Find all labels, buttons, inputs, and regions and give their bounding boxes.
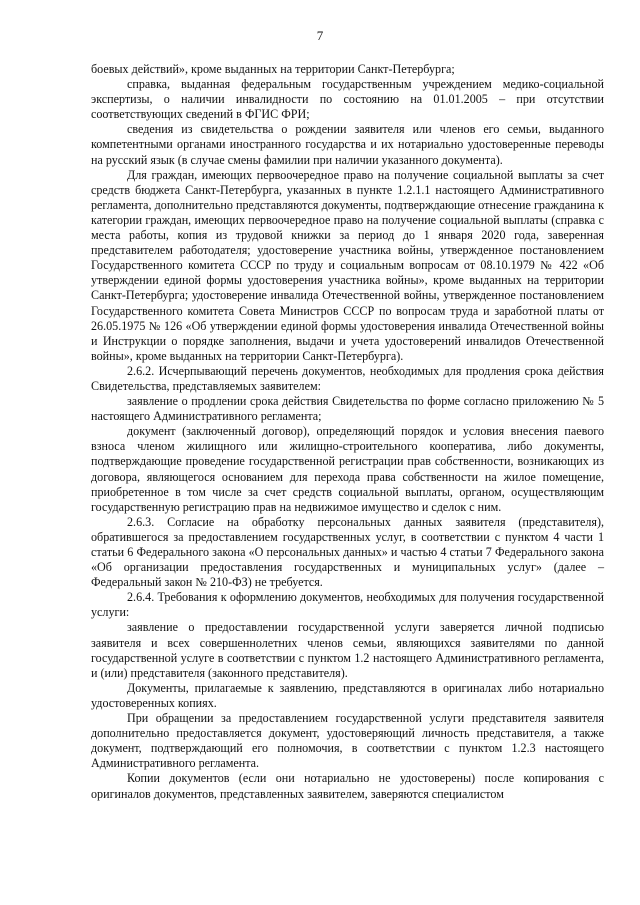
paragraph: документ (заключенный договор), определяющий порядок и условия внесения паевого взноса членом жилищного или жилищно-строительного кооператива, либо документы, подтверждающие проведение государственной регистрации прав собственности, возникающих из договора, являющегося основанием для перехода права собственности на жилое помещение, приобретенное в том числе за счет средств социальной выплаты, органом, осуществляющим государственную регистрацию прав на недвижимое имущество и сделок с ним. — [91, 424, 604, 514]
paragraph: Копии документов (если они нотариально не удостоверены) после копирования с оригиналов документов, представленных заявителем, заверяются специалистом — [91, 771, 604, 801]
paragraph: справка, выданная федеральным государственным учреждением медико-социальной экспертизы, о наличии инвалидности по состоянию на 01.01.2005 – при отсутствии соответствующих сведений в ФГИС ФРИ; — [91, 77, 604, 122]
document-body — [91, 62, 604, 802]
paragraph: Документы, прилагаемые к заявлению, представляются в оригиналах либо нотариально удостоверенных копиях. — [91, 680, 604, 710]
paragraph: заявление о продлении срока действия Свидетельства по форме согласно приложению № 5 настоящего Административного регламента; — [91, 394, 604, 424]
paragraph: При обращении за предоставлением государственной услуги представителя заявителя дополнительно предоставляется документ, удостоверяющий личность представителя, а также документ, подтверждающий его полномочия, в соответствии с пунктом 1.2.3 настоящего Административного регламента. — [91, 711, 604, 771]
paragraph: сведения из свидетельства о рождении заявителя или членов его семьи, выданного компетентными органами иностранного государства и их нотариально удостоверенные переводы на русский язык (в случае смены фамилии при наличии указанного документа). — [91, 122, 604, 167]
paragraph: боевых действий», кроме выданных на территории Санкт-Петербурга; — [91, 62, 455, 76]
paragraph: заявление о предоставлении государственной услуги заверяется личной подписью заявителя и всех совершеннолетних членов семьи, являющихся заявителями по данной государственной услуге в соответствии с пунктом 1.2 настоящего Административного регламента, и (или) представителя (законного представителя). — [91, 620, 604, 680]
paragraph: Для граждан, имеющих первоочередное право на получение социальной выплаты за счет средств бюджета Санкт-Петербурга, указанных в пункте 1.2.1.1 настоящего Административного регламента, дополнительно представляются документы, подтверждающие отнесение гражданина к категории граждан, имеющих первоочередное право на получение социальной выплаты (справка с места работы, копия из трудовой книжки за период до 1 января 2020 года, заверенная представителем работодателя; удостоверение участника войны, утвержденное постановлением Государственного комитета СССР по труду и социальным вопросам от 08.10.1979 № 422 «Об утверждении единой формы удостоверения участника войны», кроме выданных на территории Санкт-Петербурга; удостоверение инвалида Отечественной войны, утвержденное постановлением Государственного комитета Совета Министров СССР по вопросам труда и заработной платы от 26.05.1975 № 126 «Об утверждении единой формы удостоверения инвалида Отечественной войны и Инструкции о порядке заполнения, выдачи и учета удостоверений инвалидов Отечественной войны», кроме выданных на территории Санкт-Петербурга). — [91, 167, 604, 363]
paragraph: 2.6.2. Исчерпывающий перечень документов, необходимых для продления срока действия Свидетельства, представляемых заявителем: — [91, 363, 604, 393]
paragraph: 2.6.4. Требования к оформлению документов, необходимых для получения государственной услуги: — [91, 590, 604, 620]
page-number: 7 — [316, 28, 324, 43]
paragraph: 2.6.3. Согласие на обработку персональных данных заявителя (представителя), обратившегося за предоставлением государственных услуг, в соответствии с пунктом 4 части 1 статьи 6 Федерального закона «О персональных данных» и частью 4 статьи 7 Федерального закона «Об организации предоставления государственных и муниципальных услуг» (далее – Федеральный закон № 210-ФЗ) не требуется. — [91, 514, 604, 590]
